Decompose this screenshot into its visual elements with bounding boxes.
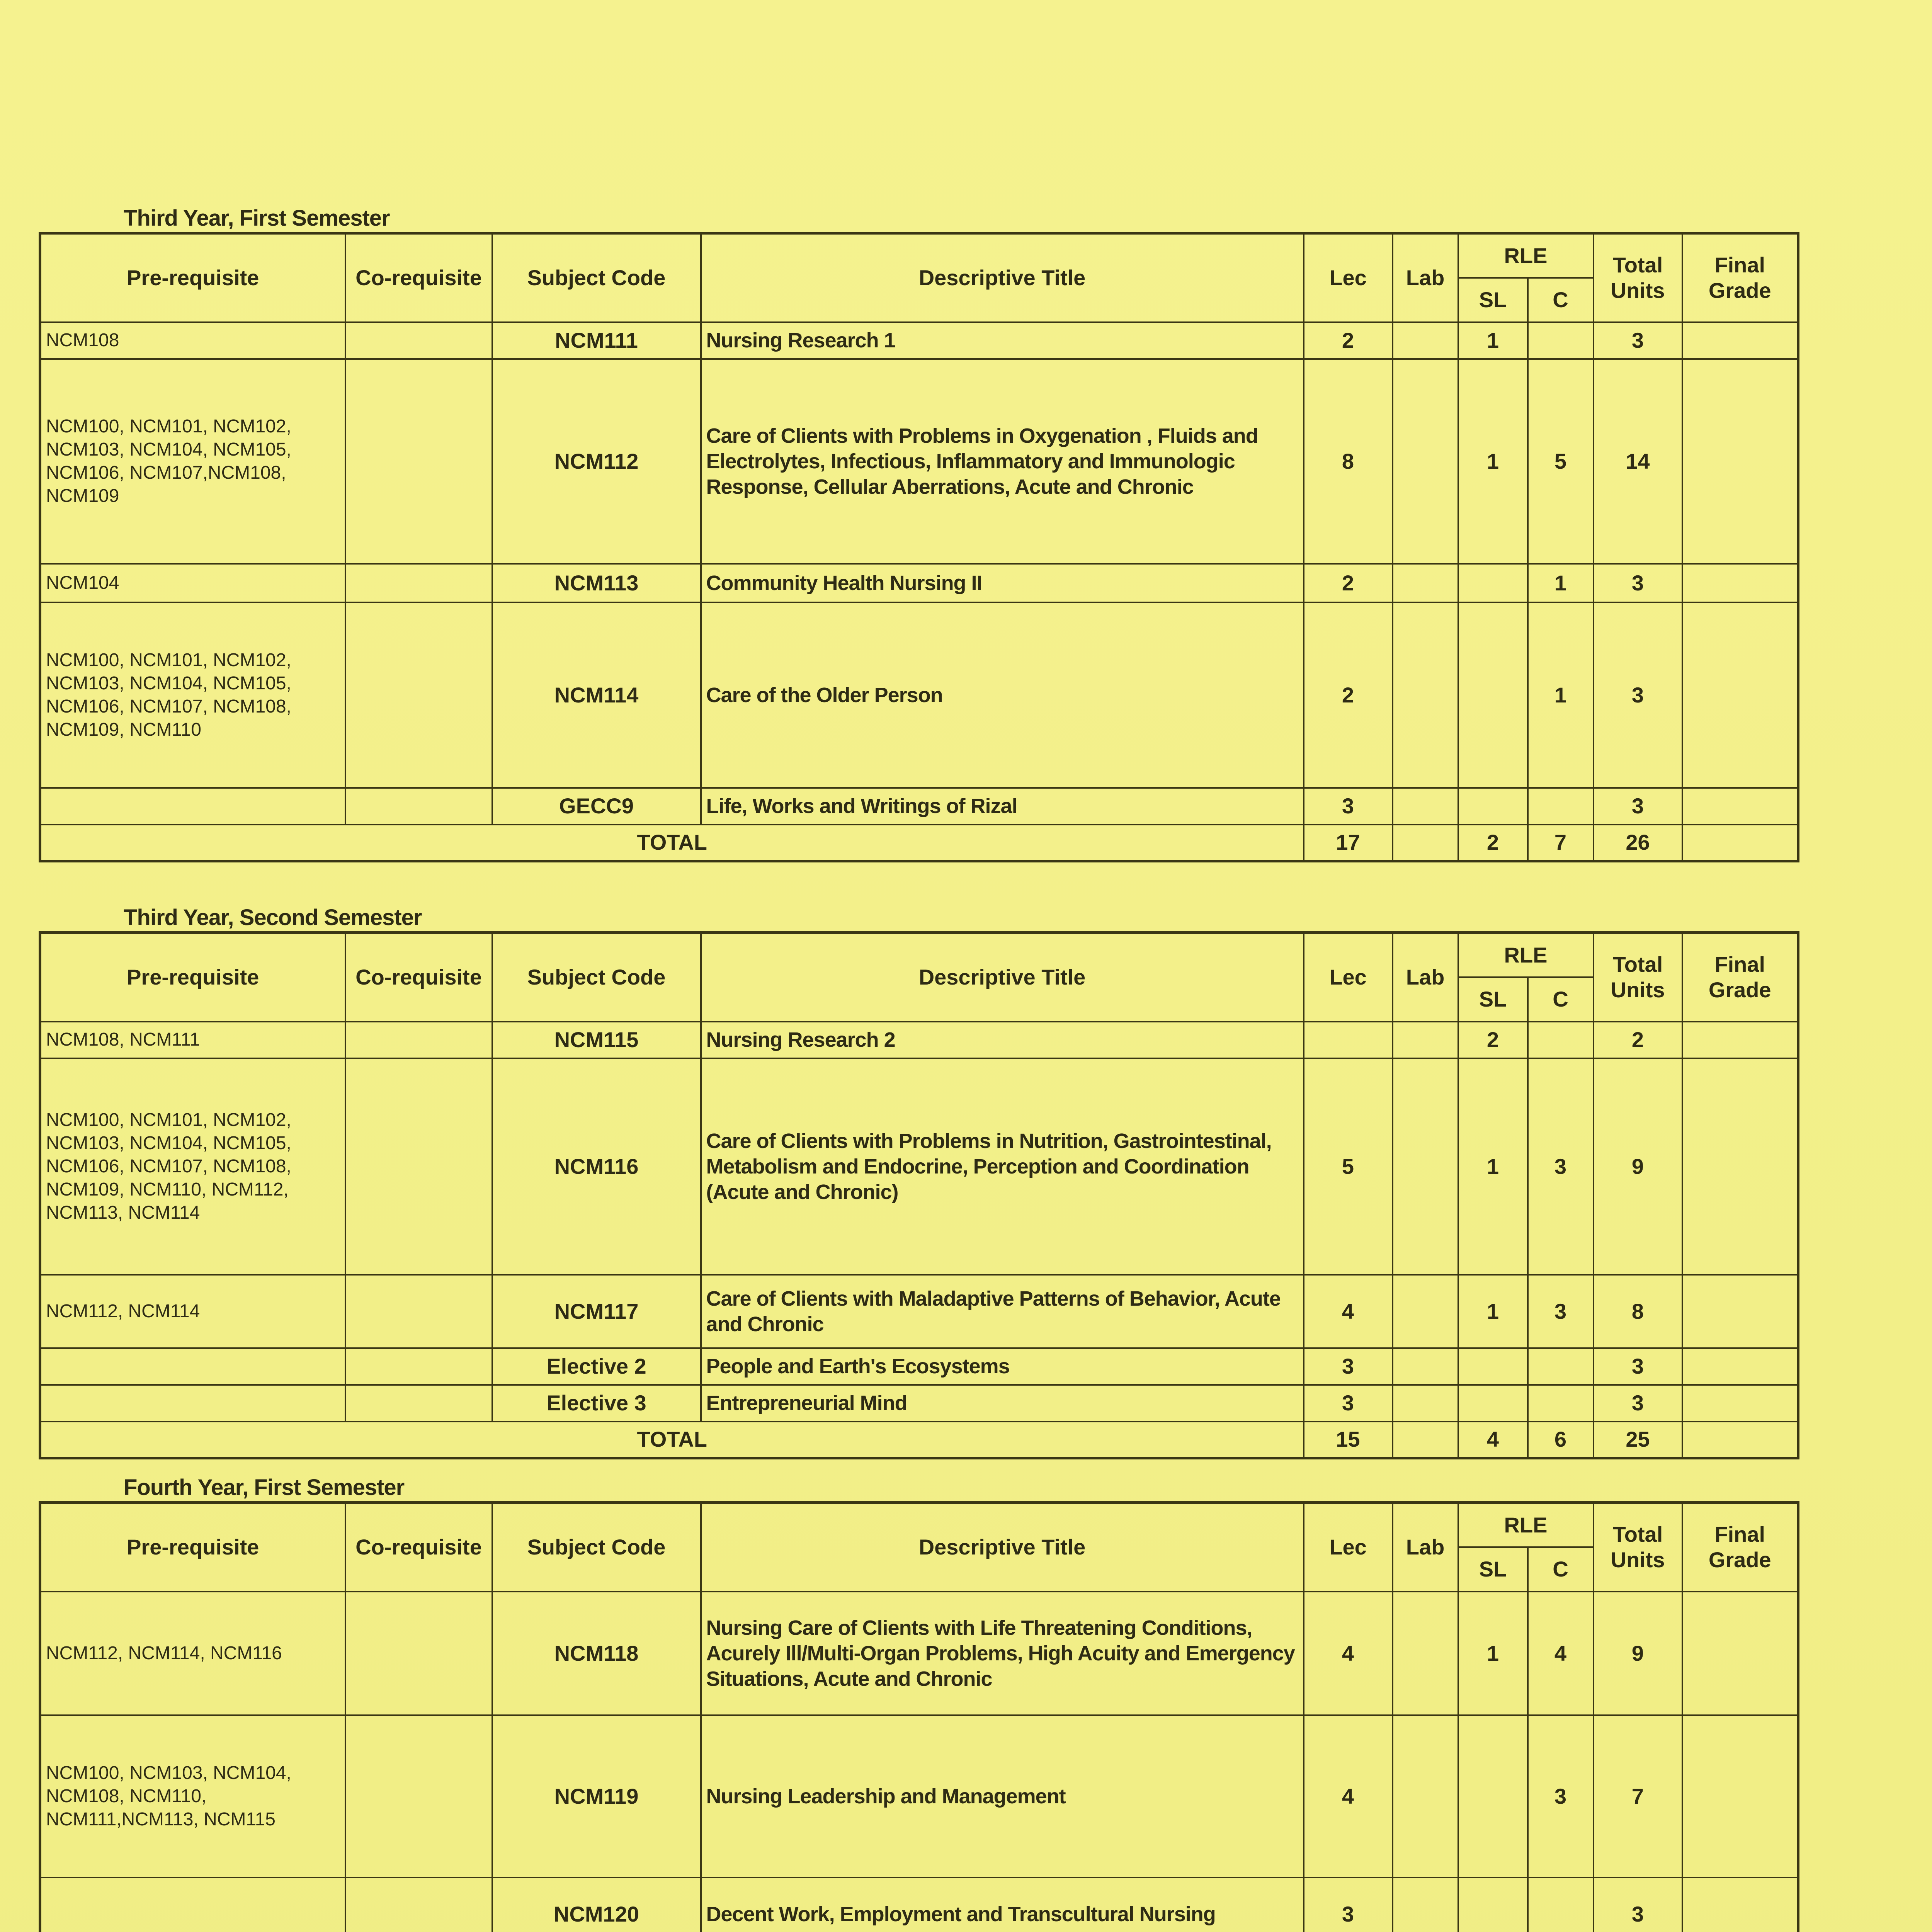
total-lab-cell [1393, 1422, 1458, 1458]
header-final-grade [1682, 933, 1798, 1022]
sl-cell [1458, 1385, 1528, 1422]
lec-cell: 3 [1304, 1878, 1393, 1932]
lab-cell [1393, 1878, 1458, 1932]
sl-cell [1458, 1348, 1528, 1385]
header-rle-c: C [1528, 977, 1594, 1022]
units-cell: 8 [1594, 1275, 1682, 1348]
header-final-grade [1682, 233, 1798, 322]
lec-cell: 8 [1304, 359, 1393, 564]
header-corequisite: Co-requisite [345, 933, 492, 1022]
header-total-units [1594, 233, 1682, 322]
lec-cell: 3 [1304, 1348, 1393, 1385]
subject-code-cell: NCM112 [492, 359, 701, 564]
header-rle-sl: SL [1458, 278, 1528, 322]
total-c-cell: 7 [1528, 825, 1594, 861]
final-grade-cell [1682, 1715, 1798, 1878]
units-cell: 3 [1594, 1385, 1682, 1422]
subject-code-cell: NCM120 [492, 1878, 701, 1932]
subject-code-cell: GECC9 [492, 788, 701, 825]
lec-cell: 4 [1304, 1715, 1393, 1878]
final-grade-cell [1682, 602, 1798, 788]
coreq-cell [345, 1275, 492, 1348]
header-subject-code: Subject Code [492, 233, 701, 322]
lab-cell [1393, 1022, 1458, 1058]
final-grade-cell [1682, 1878, 1798, 1932]
subject-code-cell: NCM114 [492, 602, 701, 788]
sl-cell [1458, 788, 1528, 825]
coreq-cell [345, 1385, 492, 1422]
header-rle: RLE [1458, 933, 1594, 977]
prereq-cell: NCM112, NCM114 [40, 1275, 345, 1348]
lab-cell [1393, 788, 1458, 825]
sl-cell: 1 [1458, 1592, 1528, 1715]
lab-cell [1393, 564, 1458, 602]
total-sl-cell: 4 [1458, 1422, 1528, 1458]
table-row [40, 1878, 1798, 1932]
final-grade-cell [1682, 1385, 1798, 1422]
header-total-units-line1: Total [1612, 1522, 1663, 1547]
header-rle: RLE [1458, 1503, 1594, 1547]
total-final-grade-cell [1682, 825, 1798, 861]
subject-code-cell: NCM117 [492, 1275, 701, 1348]
descriptive-title-cell: Nursing Care of Clients with Life Threatening Conditions, Acurely Ill/Multi-Organ Problems, High Acuity and Emergency Situations, Acute and Chronic [701, 1592, 1304, 1715]
header-descriptive-title: Descriptive Title [701, 1503, 1304, 1592]
descriptive-title-cell: Care of Clients with Problems in Oxygenation , Fluids and Electrolytes, Infectious, Inflammatory and Immunologic Response, Cellular Aberrations, Acute and Chronic [701, 359, 1304, 564]
sl-cell [1458, 1715, 1528, 1878]
coreq-cell [345, 1878, 492, 1932]
header-total-units-line1: Total [1612, 952, 1663, 977]
semester-title: Third Year, First Semester [124, 206, 390, 231]
c-cell: 1 [1528, 602, 1594, 788]
final-grade-cell [1682, 1592, 1798, 1715]
units-cell: 9 [1594, 1592, 1682, 1715]
header-final-grade [1682, 1503, 1798, 1592]
final-grade-cell [1682, 1348, 1798, 1385]
lab-cell [1393, 602, 1458, 788]
header-total-units [1594, 933, 1682, 1022]
prereq-cell: NCM108, NCM111 [40, 1022, 345, 1058]
sl-cell [1458, 564, 1528, 602]
total-label: TOTAL [40, 1422, 1304, 1458]
coreq-cell [345, 1058, 492, 1275]
lec-cell: 3 [1304, 788, 1393, 825]
total-final-grade-cell [1682, 1422, 1798, 1458]
lab-cell [1393, 359, 1458, 564]
sl-cell [1458, 1878, 1528, 1932]
table-row [40, 1715, 1798, 1878]
semester-section [39, 205, 1797, 862]
course-table [39, 1501, 1799, 1932]
header-final-grade-line1: Final [1714, 1522, 1765, 1547]
header-rle-sl: SL [1458, 1547, 1528, 1592]
header-subject-code: Subject Code [492, 1503, 701, 1592]
descriptive-title-cell: Care of the Older Person [701, 602, 1304, 788]
final-grade-cell [1682, 1022, 1798, 1058]
lec-cell: 4 [1304, 1275, 1393, 1348]
units-cell: 3 [1594, 322, 1682, 359]
subject-code-cell: NCM113 [492, 564, 701, 602]
sl-cell [1458, 602, 1528, 788]
semester-section [39, 1474, 1797, 1932]
coreq-cell [345, 1022, 492, 1058]
units-cell: 3 [1594, 1348, 1682, 1385]
header-final-grade-line2: Grade [1708, 278, 1771, 303]
descriptive-title-cell: People and Earth's Ecosystems [701, 1348, 1304, 1385]
lec-cell: 4 [1304, 1592, 1393, 1715]
table-row [40, 788, 1798, 825]
descriptive-title-cell: Decent Work, Employment and Transcultural Nursing [701, 1878, 1304, 1932]
header-prerequisite: Pre-requisite [40, 933, 345, 1022]
coreq-cell [345, 322, 492, 359]
header-descriptive-title: Descriptive Title [701, 233, 1304, 322]
descriptive-title-cell: Nursing Leadership and Management [701, 1715, 1304, 1878]
subject-code-cell: Elective 3 [492, 1385, 701, 1422]
lab-cell [1393, 1275, 1458, 1348]
lec-cell: 2 [1304, 322, 1393, 359]
semester-title: Fourth Year, First Semester [124, 1475, 405, 1500]
header-prerequisite: Pre-requisite [40, 1503, 345, 1592]
units-cell: 3 [1594, 564, 1682, 602]
descriptive-title-cell: Care of Clients with Problems in Nutrition, Gastrointestinal, Metabolism and Endocrine, Perception and Coordination (Acute and Chronic) [701, 1058, 1304, 1275]
units-cell: 3 [1594, 788, 1682, 825]
total-c-cell: 6 [1528, 1422, 1594, 1458]
header-corequisite: Co-requisite [345, 233, 492, 322]
lec-cell: 2 [1304, 602, 1393, 788]
sl-cell: 1 [1458, 1275, 1528, 1348]
total-row [40, 1422, 1798, 1458]
final-grade-cell [1682, 1275, 1798, 1348]
subject-code-cell: Elective 2 [492, 1348, 701, 1385]
total-units-cell: 25 [1594, 1422, 1682, 1458]
prereq-cell: NCM108 [40, 322, 345, 359]
total-lab-cell [1393, 825, 1458, 861]
table-row [40, 322, 1798, 359]
prereq-cell [40, 1348, 345, 1385]
lab-cell [1393, 1385, 1458, 1422]
total-sl-cell: 2 [1458, 825, 1528, 861]
lab-cell [1393, 1592, 1458, 1715]
c-cell [1528, 1385, 1594, 1422]
subject-code-cell: NCM116 [492, 1058, 701, 1275]
subject-code-cell: NCM111 [492, 322, 701, 359]
prereq-cell: NCM100, NCM103, NCM104, NCM108, NCM110, NCM111,NCM113, NCM115 [40, 1715, 345, 1878]
units-cell: 3 [1594, 602, 1682, 788]
course-table [39, 232, 1799, 862]
descriptive-title-cell: Life, Works and Writings of Rizal [701, 788, 1304, 825]
lab-cell [1393, 1715, 1458, 1878]
c-cell: 5 [1528, 359, 1594, 564]
c-cell: 4 [1528, 1592, 1594, 1715]
total-lec-cell: 17 [1304, 825, 1393, 861]
header-rle-sl: SL [1458, 977, 1528, 1022]
subject-code-cell: NCM115 [492, 1022, 701, 1058]
header-total-units-line2: Units [1611, 1548, 1665, 1572]
header-lec: Lec [1304, 1503, 1393, 1592]
final-grade-cell [1682, 1058, 1798, 1275]
table-row [40, 1022, 1798, 1058]
header-final-grade-line2: Grade [1708, 978, 1771, 1002]
c-cell: 3 [1528, 1058, 1594, 1275]
header-final-grade-line1: Final [1714, 253, 1765, 277]
table-row [40, 1348, 1798, 1385]
course-table [39, 931, 1799, 1459]
header-prerequisite: Pre-requisite [40, 233, 345, 322]
c-cell: 1 [1528, 564, 1594, 602]
table-row [40, 1275, 1798, 1348]
header-lab: Lab [1393, 933, 1458, 1022]
total-label: TOTAL [40, 825, 1304, 861]
header-total-units-line2: Units [1611, 278, 1665, 303]
total-units-cell: 26 [1594, 825, 1682, 861]
semester-title: Third Year, Second Semester [124, 905, 422, 930]
header-total-units-line1: Total [1612, 253, 1663, 277]
header-final-grade-line2: Grade [1708, 1548, 1771, 1572]
header-subject-code: Subject Code [492, 933, 701, 1022]
header-lab: Lab [1393, 1503, 1458, 1592]
lec-cell [1304, 1022, 1393, 1058]
final-grade-cell [1682, 564, 1798, 602]
prereq-cell [40, 1385, 345, 1422]
units-cell: 9 [1594, 1058, 1682, 1275]
prereq-cell: NCM104 [40, 564, 345, 602]
final-grade-cell [1682, 788, 1798, 825]
units-cell: 14 [1594, 359, 1682, 564]
units-cell: 3 [1594, 1878, 1682, 1932]
header-total-units [1594, 1503, 1682, 1592]
table-row [40, 1385, 1798, 1422]
descriptive-title-cell: Care of Clients with Maladaptive Patterns of Behavior, Acute and Chronic [701, 1275, 1304, 1348]
header-total-units-line2: Units [1611, 978, 1665, 1002]
c-cell [1528, 788, 1594, 825]
c-cell [1528, 1878, 1594, 1932]
total-row [40, 825, 1798, 861]
semester-section [39, 904, 1797, 1459]
table-row [40, 564, 1798, 602]
descriptive-title-cell: Nursing Research 2 [701, 1022, 1304, 1058]
header-final-grade-line1: Final [1714, 952, 1765, 977]
coreq-cell [345, 788, 492, 825]
header-rle-c: C [1528, 278, 1594, 322]
prereq-cell: NCM100, NCM101, NCM102, NCM103, NCM104, NCM105, NCM106, NCM107, NCM108, NCM109, NCM110, NCM112, NCM113, NCM114 [40, 1058, 345, 1275]
c-cell [1528, 1348, 1594, 1385]
c-cell [1528, 322, 1594, 359]
prereq-cell: NCM100, NCM101, NCM102, NCM103, NCM104, NCM105, NCM106, NCM107,NCM108, NCM109 [40, 359, 345, 564]
c-cell: 3 [1528, 1275, 1594, 1348]
lab-cell [1393, 1348, 1458, 1385]
sl-cell: 1 [1458, 322, 1528, 359]
lab-cell [1393, 1058, 1458, 1275]
prereq-cell: NCM100, NCM101, NCM102, NCM103, NCM104, NCM105, NCM106, NCM107, NCM108, NCM109, NCM110 [40, 602, 345, 788]
coreq-cell [345, 359, 492, 564]
table-row [40, 1058, 1798, 1275]
coreq-cell [345, 602, 492, 788]
subject-code-cell: NCM118 [492, 1592, 701, 1715]
header-descriptive-title: Descriptive Title [701, 933, 1304, 1022]
prereq-cell: NCM112, NCM114, NCM116 [40, 1592, 345, 1715]
subject-code-cell: NCM119 [492, 1715, 701, 1878]
header-lab: Lab [1393, 233, 1458, 322]
table-row [40, 1592, 1798, 1715]
prereq-cell [40, 1878, 345, 1932]
final-grade-cell [1682, 322, 1798, 359]
lec-cell: 2 [1304, 564, 1393, 602]
c-cell: 3 [1528, 1715, 1594, 1878]
coreq-cell [345, 564, 492, 602]
descriptive-title-cell: Nursing Research 1 [701, 322, 1304, 359]
units-cell: 2 [1594, 1022, 1682, 1058]
descriptive-title-cell: Entrepreneurial Mind [701, 1385, 1304, 1422]
header-lec: Lec [1304, 233, 1393, 322]
sl-cell: 2 [1458, 1022, 1528, 1058]
final-grade-cell [1682, 359, 1798, 564]
total-lec-cell: 15 [1304, 1422, 1393, 1458]
lec-cell: 5 [1304, 1058, 1393, 1275]
prereq-cell [40, 788, 345, 825]
units-cell: 7 [1594, 1715, 1682, 1878]
header-rle: RLE [1458, 233, 1594, 278]
coreq-cell [345, 1348, 492, 1385]
lab-cell [1393, 322, 1458, 359]
header-rle-c: C [1528, 1547, 1594, 1592]
coreq-cell [345, 1592, 492, 1715]
header-corequisite: Co-requisite [345, 1503, 492, 1592]
c-cell [1528, 1022, 1594, 1058]
header-lec: Lec [1304, 933, 1393, 1022]
sl-cell: 1 [1458, 359, 1528, 564]
table-row [40, 602, 1798, 788]
sl-cell: 1 [1458, 1058, 1528, 1275]
lec-cell: 3 [1304, 1385, 1393, 1422]
coreq-cell [345, 1715, 492, 1878]
table-row [40, 359, 1798, 564]
descriptive-title-cell: Community Health Nursing II [701, 564, 1304, 602]
